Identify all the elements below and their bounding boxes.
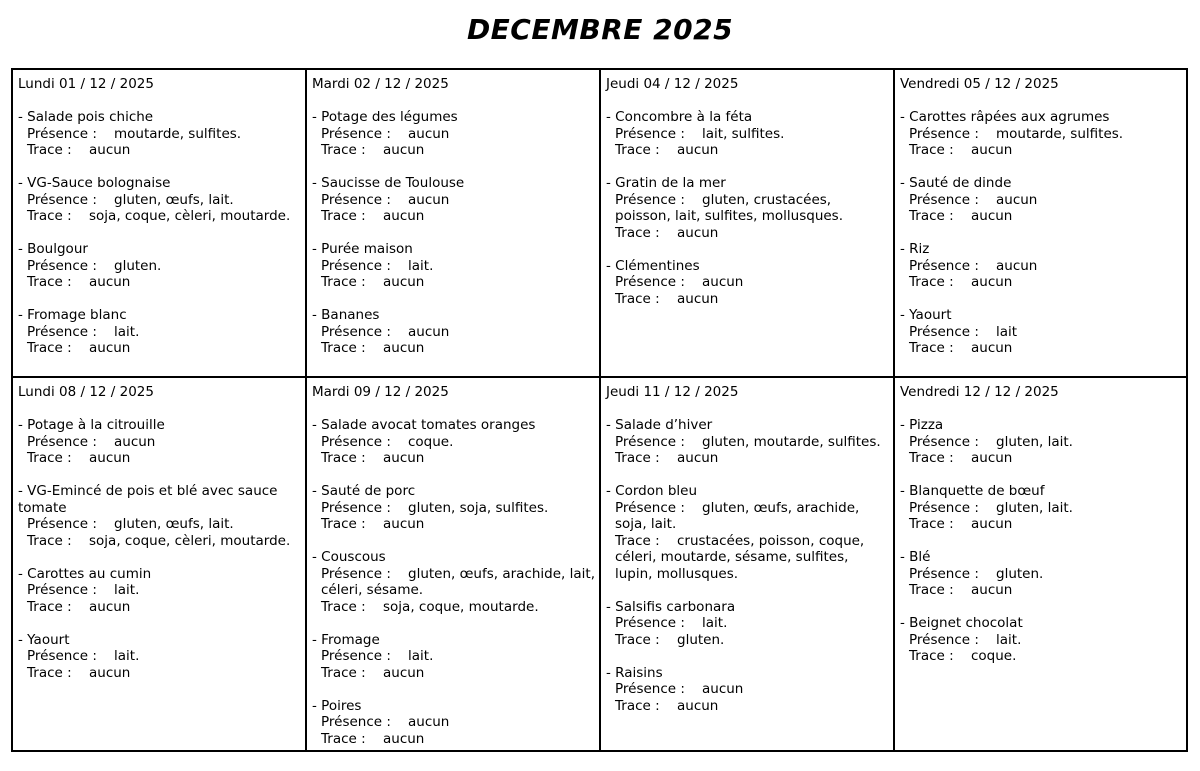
trace-line	[18, 450, 301, 467]
dish-name: - Purée maison	[312, 241, 413, 257]
trace-value: aucun	[971, 274, 1013, 290]
dish-item	[312, 241, 595, 291]
trace-value: aucun	[971, 340, 1013, 356]
presence-line	[312, 648, 595, 665]
trace-line	[18, 533, 301, 550]
presence-label: Présence :	[615, 274, 685, 290]
presence-label: Présence :	[27, 516, 97, 532]
presence-label: Présence :	[909, 191, 979, 208]
presence-value: gluten, œufs, lait.	[114, 191, 234, 208]
dish-name: - Bananes	[312, 307, 380, 323]
presence-label: Présence :	[27, 323, 97, 340]
trace-label: Trace :	[321, 340, 366, 356]
trace-value: soja, coque, cèleri, moutarde.	[89, 208, 291, 224]
presence-label: Présence :	[27, 125, 97, 142]
trace-label: Trace :	[27, 340, 72, 356]
presence-label: Présence :	[615, 681, 685, 697]
presence-value: gluten, œufs, arachide, lait, céleri, sésame.	[321, 565, 595, 598]
trace-value: aucun	[89, 450, 131, 466]
trace-value: aucun	[971, 582, 1013, 598]
presence-line	[18, 516, 301, 533]
presence-label: Présence :	[615, 125, 685, 142]
trace-value: crustacées, poisson, coque, céleri, moutarde, sésame, sulfites, lupin, mollusques.	[615, 532, 865, 582]
trace-value: aucun	[89, 274, 131, 290]
dish-name: - Couscous	[312, 549, 386, 565]
dish-item	[312, 483, 595, 533]
presence-label: Présence :	[909, 125, 979, 142]
presence-value: lait.	[408, 648, 434, 664]
dish-item	[18, 632, 301, 682]
presence-value: aucun	[702, 681, 744, 697]
presence-line	[606, 615, 889, 632]
trace-value: aucun	[383, 450, 425, 466]
presence-label: Présence :	[615, 615, 685, 631]
presence-label: Présence :	[321, 125, 391, 142]
trace-value: aucun	[89, 142, 131, 158]
trace-value: soja, coque, moutarde.	[383, 598, 539, 615]
presence-label: Présence :	[909, 257, 979, 274]
presence-label: Présence :	[27, 648, 97, 664]
dish-item	[900, 417, 1182, 467]
trace-label: Trace :	[27, 208, 72, 224]
trace-value: soja, coque, cèleri, moutarde.	[89, 532, 291, 549]
trace-line	[312, 599, 595, 616]
presence-value: moutarde, sulfites.	[996, 125, 1124, 142]
trace-line	[606, 450, 889, 467]
presence-line	[312, 714, 595, 731]
presence-value: gluten, œufs, arachide, soja, lait.	[615, 499, 860, 532]
trace-label: Trace :	[909, 274, 954, 290]
trace-label: Trace :	[909, 142, 954, 158]
trace-line	[312, 731, 595, 748]
dish-item	[312, 175, 595, 225]
trace-line	[900, 450, 1182, 467]
presence-label: Présence :	[321, 565, 391, 582]
trace-label: Trace :	[909, 582, 954, 598]
presence-label: Présence :	[27, 257, 97, 274]
dish-name: - Salade d’hiver	[606, 417, 713, 433]
day-cell	[307, 70, 601, 378]
presence-line	[900, 258, 1182, 275]
trace-label: Trace :	[27, 450, 72, 466]
day-date: Mardi 02 / 12 / 2025	[312, 76, 449, 92]
presence-value: coque.	[408, 433, 454, 450]
dish-item	[606, 258, 889, 308]
presence-value: lait	[996, 323, 1018, 340]
day-cell	[307, 378, 601, 750]
trace-line	[606, 142, 889, 159]
trace-label: Trace :	[27, 532, 72, 549]
trace-value: aucun	[383, 142, 425, 158]
presence-line	[18, 582, 301, 599]
dish-item	[18, 483, 301, 549]
dish-name: - Boulgour	[18, 241, 88, 257]
dish-name: - Cordon bleu	[606, 483, 698, 499]
trace-label: Trace :	[321, 274, 366, 290]
presence-line	[606, 126, 889, 143]
dish-name: - Poires	[312, 697, 362, 714]
dish-name: - Yaourt	[18, 631, 70, 648]
presence-line	[900, 192, 1182, 209]
dish-item	[606, 599, 889, 649]
presence-label: Présence :	[321, 323, 391, 340]
trace-line	[900, 340, 1182, 357]
trace-label: Trace :	[615, 697, 660, 714]
trace-value: aucun	[383, 340, 425, 356]
presence-label: Présence :	[909, 631, 979, 648]
presence-value: aucun	[996, 257, 1038, 274]
presence-value: gluten, lait.	[996, 499, 1073, 516]
dish-item	[312, 549, 595, 615]
day-date: Vendredi 12 / 12 / 2025	[900, 384, 1059, 400]
trace-value: aucun	[677, 224, 719, 241]
trace-label: Trace :	[909, 340, 954, 356]
presence-value: lait.	[408, 257, 434, 274]
day-cell	[895, 378, 1186, 750]
presence-line	[312, 566, 595, 599]
trace-line	[312, 142, 595, 159]
trace-line	[18, 274, 301, 291]
trace-label: Trace :	[321, 730, 366, 747]
presence-line	[900, 324, 1182, 341]
dish-name: - Beignet chocolat	[900, 615, 1023, 631]
presence-line	[606, 434, 889, 451]
presence-value: gluten, moutarde, sulfites.	[702, 433, 881, 450]
presence-line	[312, 434, 595, 451]
trace-value: aucun	[677, 142, 719, 158]
day-date: Lundi 01 / 12 / 2025	[18, 76, 154, 92]
presence-line	[312, 324, 595, 341]
presence-value: lait.	[996, 631, 1022, 648]
presence-label: Présence :	[909, 499, 979, 516]
dish-name: - Salade pois chiche	[18, 109, 154, 125]
dish-name: - Fromage blanc	[18, 307, 127, 323]
trace-line	[18, 340, 301, 357]
trace-label: Trace :	[27, 274, 72, 290]
presence-value: aucun	[114, 433, 156, 450]
presence-line	[606, 192, 889, 225]
trace-label: Trace :	[27, 664, 72, 681]
dish-name: - Saucisse de Toulouse	[312, 175, 465, 191]
dish-name: - VG-Sauce bolognaise	[18, 175, 171, 191]
dish-name: - Salsifis carbonara	[606, 598, 736, 615]
trace-label: Trace :	[615, 450, 660, 466]
presence-value: lait.	[114, 648, 140, 664]
dish-item	[312, 109, 595, 159]
presence-value: gluten, œufs, lait.	[114, 516, 234, 532]
presence-line	[312, 126, 595, 143]
trace-line	[606, 225, 889, 242]
trace-value: aucun	[971, 516, 1013, 532]
trace-label: Trace :	[909, 516, 954, 532]
presence-line	[18, 126, 301, 143]
dish-name: - VG-Emincé de pois et blé avec sauce tomate	[18, 483, 278, 516]
trace-label: Trace :	[27, 598, 72, 615]
dish-item	[18, 175, 301, 225]
trace-value: aucun	[383, 664, 425, 681]
dish-item	[606, 175, 889, 241]
trace-line	[312, 208, 595, 225]
trace-label: Trace :	[321, 516, 366, 532]
dish-name: - Concombre à la féta	[606, 109, 753, 125]
trace-line	[900, 648, 1182, 665]
trace-label: Trace :	[909, 648, 954, 664]
dish-item	[312, 698, 595, 748]
presence-value: gluten, soja, sulfites.	[408, 499, 549, 516]
trace-line	[606, 632, 889, 649]
trace-line	[900, 516, 1182, 533]
dish-item	[900, 175, 1182, 225]
day-cell	[601, 70, 895, 378]
dish-item	[312, 632, 595, 682]
presence-value: aucun	[996, 191, 1038, 208]
presence-value: lait.	[114, 582, 140, 598]
dish-item	[606, 417, 889, 467]
trace-line	[606, 291, 889, 308]
dish-item	[18, 241, 301, 291]
trace-label: Trace :	[27, 142, 72, 158]
trace-line	[312, 665, 595, 682]
presence-label: Présence :	[27, 191, 97, 208]
presence-label: Présence :	[321, 499, 391, 516]
trace-label: Trace :	[321, 664, 366, 681]
presence-value: aucun	[408, 323, 450, 340]
day-cell	[601, 378, 895, 750]
trace-value: aucun	[89, 664, 131, 681]
presence-line	[900, 566, 1182, 583]
trace-line	[606, 698, 889, 715]
trace-line	[900, 142, 1182, 159]
trace-line	[312, 450, 595, 467]
trace-line	[18, 142, 301, 159]
presence-line	[900, 126, 1182, 143]
trace-line	[900, 274, 1182, 291]
presence-label: Présence :	[321, 257, 391, 274]
day-cell	[13, 70, 307, 378]
presence-label: Présence :	[27, 582, 97, 598]
dish-name: - Potage des légumes	[312, 109, 458, 125]
presence-label: Présence :	[909, 565, 979, 582]
trace-label: Trace :	[909, 450, 954, 466]
trace-line	[18, 599, 301, 616]
trace-label: Trace :	[321, 598, 366, 615]
dish-item	[900, 109, 1182, 159]
presence-value: gluten.	[996, 565, 1044, 582]
day-cell	[13, 378, 307, 750]
dish-name: - Raisins	[606, 664, 663, 681]
dish-name: - Riz	[900, 241, 930, 257]
trace-line	[18, 208, 301, 225]
day-date: Jeudi 04 / 12 / 2025	[606, 76, 739, 92]
presence-line	[900, 632, 1182, 649]
presence-line	[606, 274, 889, 291]
trace-value: aucun	[971, 142, 1013, 158]
presence-line	[18, 258, 301, 275]
dish-item	[18, 109, 301, 159]
presence-value: lait.	[702, 615, 728, 631]
presence-label: Présence :	[909, 323, 979, 340]
menu-calendar-grid	[11, 68, 1188, 752]
presence-line	[18, 648, 301, 665]
presence-line	[900, 500, 1182, 517]
presence-value: gluten.	[114, 257, 162, 274]
trace-value: aucun	[383, 274, 425, 290]
trace-line	[312, 274, 595, 291]
dish-item	[900, 615, 1182, 665]
dish-name: - Pizza	[900, 417, 944, 433]
dish-name: - Blanquette de bœuf	[900, 483, 1045, 499]
presence-value: lait.	[114, 323, 140, 340]
trace-line	[312, 340, 595, 357]
presence-value: aucun	[408, 125, 450, 142]
dish-item	[606, 483, 889, 582]
dish-item	[18, 417, 301, 467]
trace-value: aucun	[383, 516, 425, 532]
presence-label: Présence :	[909, 433, 979, 450]
trace-label: Trace :	[321, 208, 366, 224]
trace-line	[900, 582, 1182, 599]
trace-label: Trace :	[615, 631, 660, 648]
day-date: Jeudi 11 / 12 / 2025	[606, 384, 739, 400]
dish-name: - Fromage	[312, 631, 380, 648]
dish-item	[312, 417, 595, 467]
dish-name: - Sauté de dinde	[900, 175, 1012, 191]
day-date: Vendredi 05 / 12 / 2025	[900, 76, 1059, 92]
trace-value: aucun	[677, 450, 719, 466]
dish-name: - Yaourt	[900, 307, 952, 323]
trace-line	[312, 516, 595, 533]
dish-item	[18, 307, 301, 357]
trace-value: aucun	[971, 208, 1013, 224]
presence-value: aucun	[702, 274, 744, 290]
trace-line	[900, 208, 1182, 225]
dish-name: - Carottes râpées aux agrumes	[900, 109, 1110, 125]
presence-label: Présence :	[27, 433, 97, 450]
trace-value: aucun	[677, 290, 719, 307]
dish-item	[900, 483, 1182, 533]
presence-label: Présence :	[615, 433, 685, 450]
trace-value: aucun	[677, 697, 719, 714]
presence-line	[606, 500, 889, 533]
day-date: Lundi 08 / 12 / 2025	[18, 384, 154, 400]
presence-value: gluten, lait.	[996, 433, 1073, 450]
presence-line	[18, 434, 301, 451]
presence-value: aucun	[408, 714, 450, 730]
dish-item	[606, 665, 889, 715]
trace-value: aucun	[383, 730, 425, 747]
presence-line	[312, 258, 595, 275]
trace-value: aucun	[89, 340, 131, 356]
dish-item	[606, 109, 889, 159]
presence-value: moutarde, sulfites.	[114, 125, 242, 142]
presence-line	[18, 192, 301, 209]
trace-line	[606, 533, 889, 583]
trace-label: Trace :	[321, 450, 366, 466]
dish-name: - Blé	[900, 549, 931, 565]
presence-label: Présence :	[321, 191, 391, 208]
day-cell	[895, 70, 1186, 378]
trace-label: Trace :	[909, 208, 954, 224]
presence-line	[900, 434, 1182, 451]
dish-name: - Potage à la citrouille	[18, 417, 165, 433]
dish-item	[900, 549, 1182, 599]
dish-name: - Clémentines	[606, 257, 700, 274]
dish-name: - Sauté de porc	[312, 483, 416, 499]
dish-item	[18, 566, 301, 616]
presence-value: aucun	[408, 191, 450, 208]
dish-name: - Carottes au cumin	[18, 565, 152, 582]
page-title: DECEMBRE 2025	[466, 13, 734, 46]
trace-value: aucun	[383, 208, 425, 224]
trace-label: Trace :	[615, 142, 660, 158]
presence-label: Présence :	[321, 433, 391, 450]
dish-item	[900, 241, 1182, 291]
presence-line	[312, 192, 595, 209]
presence-value: lait, sulfites.	[702, 125, 785, 142]
trace-label: Trace :	[615, 224, 660, 241]
presence-line	[606, 681, 889, 698]
trace-value: aucun	[971, 450, 1013, 466]
presence-value: gluten, crustacées, poisson, lait, sulfites, mollusques.	[615, 191, 844, 224]
presence-line	[18, 324, 301, 341]
day-date: Mardi 09 / 12 / 2025	[312, 384, 449, 400]
presence-label: Présence :	[321, 648, 391, 664]
trace-value: coque.	[971, 648, 1017, 664]
presence-label: Présence :	[615, 499, 685, 516]
trace-label: Trace :	[615, 290, 660, 307]
presence-label: Présence :	[321, 714, 391, 730]
dish-name: - Salade avocat tomates oranges	[312, 417, 536, 433]
trace-label: Trace :	[615, 532, 660, 549]
trace-value: aucun	[89, 598, 131, 615]
dish-item	[312, 307, 595, 357]
presence-label: Présence :	[615, 191, 685, 208]
trace-label: Trace :	[321, 142, 366, 158]
dish-item	[900, 307, 1182, 357]
dish-name: - Gratin de la mer	[606, 175, 726, 191]
trace-value: gluten.	[677, 631, 725, 648]
presence-line	[312, 500, 595, 517]
trace-line	[18, 665, 301, 682]
